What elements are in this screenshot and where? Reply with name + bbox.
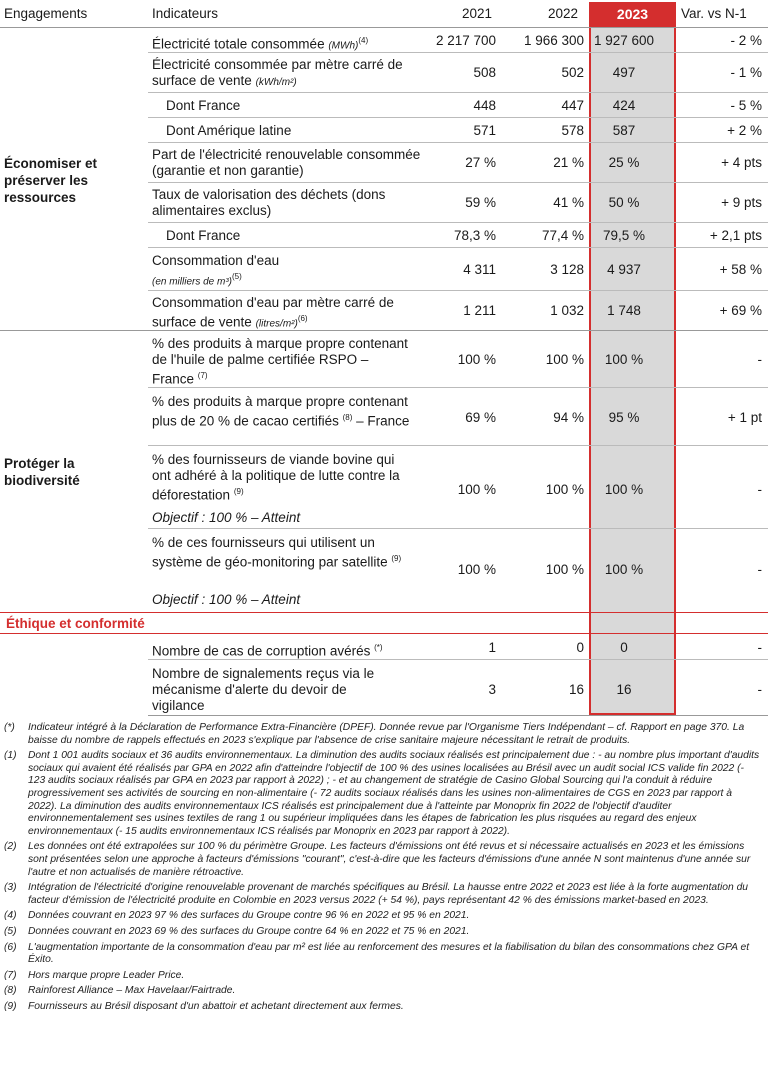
footnote-text: Dont 1 001 audits sociaux et 36 audits environnementaux. La diminution des audits sociaux réalisés est principalement due : - au nombre plus important d'audits sociaux qui avaient été réalisés par GPA en 2022 afin d'atteindre l'objectif de 100 % des usines localisées au Brésil avec un audit social ICS valide fin 2022 (- 123 audits sociaux réalisés par GPA en 2023 par rapport à 2022) ; - et au changement de stratégie de Casino Global Sourcing qui l'a conduit à réduire progressivement ses activités de sourcing en non-alimentaire (- 72 audits sociaux réalisés dans les usines non-alimentaires de CGS en 2023 par rapport à 2022). La diminution des audits environnementaux ICS réalisés est principalement due à l'atteinte par Monoprix fin 2022 de l'objectif d'auditer environnementalement ses usines textiles de rang 1 ou supérieur impliquées dans les étapes de fabrication les plus risquées au regard des enjeux environnementaux (- 15 audits environnementaux ICS réalisés par Monoprix en 2023 par rapport à 2022).	[28, 750, 760, 837]
footnote-mark: (*)	[4, 722, 15, 733]
value-2023: 100 %	[604, 562, 644, 577]
value-2021: 27 %	[465, 155, 496, 170]
header-2022: 2022	[548, 6, 579, 21]
header-2021: 2021	[462, 6, 493, 21]
footnote	[4, 985, 764, 998]
table-row	[148, 660, 768, 716]
indicator-label: Électricité totale consommée	[152, 36, 325, 52]
indicator-label: Nombre de signalements reçus via le mécanisme d'alerte du devoir de vigilance	[152, 666, 375, 713]
value-2023: 25 %	[608, 155, 640, 170]
value-var: -	[757, 482, 762, 497]
table-row	[148, 248, 768, 291]
table-row	[148, 388, 768, 446]
unit-label: (litres/m²)	[255, 318, 298, 330]
footnote-mark: (8)	[4, 985, 17, 997]
indicator-label: Dont Amérique latine	[166, 123, 292, 138]
indicator-label: % des produits à marque propre contenant de l'huile de palme certifiée RSPO – France	[152, 336, 408, 387]
value-2021: 78,3 %	[453, 228, 496, 243]
value-2022: 447	[561, 98, 584, 113]
value-2022: 1 032	[550, 303, 584, 318]
value-2023: 424	[612, 98, 636, 113]
value-var: -	[757, 640, 762, 655]
value-2023: 587	[612, 123, 636, 138]
table-row	[148, 291, 768, 330]
section-ethique	[0, 612, 768, 634]
footnote-mark: (2)	[4, 841, 17, 853]
table-row	[148, 223, 768, 248]
footnote	[4, 841, 764, 879]
value-2022: 100 %	[545, 482, 584, 497]
indicator-label: Consommation d'eau	[152, 253, 280, 268]
section-economiser: Économiser et préserver les ressources	[4, 156, 98, 205]
value-var: + 2 %	[727, 123, 762, 138]
value-2021: 69 %	[465, 410, 496, 425]
section-ethique-label: Éthique et conformité	[6, 616, 145, 631]
footnote	[4, 882, 764, 907]
table-row	[148, 446, 768, 529]
value-2021: 1	[488, 640, 496, 655]
header-indicateurs: Indicateurs	[152, 6, 219, 21]
value-2021: 100 %	[457, 352, 496, 367]
footnote-text: Fournisseurs au Brésil disposant d'un abattoir et achetant directement aux fermes.	[28, 1000, 404, 1012]
value-2021: 2 217 700	[435, 33, 496, 48]
footnote-mark: (1)	[4, 750, 17, 762]
value-2023: 4 937	[607, 262, 641, 277]
header-var: Var. vs N-1	[681, 6, 747, 21]
table-row	[148, 331, 768, 388]
value-var: + 58 %	[719, 262, 762, 277]
value-var: - 5 %	[730, 98, 762, 113]
value-2022: 502	[561, 65, 584, 80]
footnote	[4, 942, 764, 967]
footnote-ref: (6)	[297, 314, 308, 323]
value-2023: 79,5 %	[602, 228, 646, 243]
table-row	[148, 143, 768, 183]
value-2022: 578	[561, 123, 584, 138]
indicator-label: Dont France	[166, 98, 241, 113]
footnote-ref: (9)	[233, 487, 244, 496]
value-2023: 497	[612, 65, 636, 80]
footnote	[4, 926, 764, 939]
table-row	[148, 53, 768, 93]
header-2023: 2023	[589, 2, 676, 27]
table-row	[148, 634, 768, 660]
value-2023: 95 %	[608, 410, 640, 425]
value-2021: 1 211	[463, 303, 496, 318]
indicator-label: Dont France	[166, 228, 241, 243]
value-2023: 100 %	[604, 352, 644, 367]
header-engagements: Engagements	[4, 6, 88, 21]
footnote-text: Données couvrant en 2023 69 % des surfaces du Groupe contre 64 % en 2022 et 75 % en 2021.	[28, 925, 470, 937]
unit-label: (en milliers de m³)	[152, 276, 233, 288]
footnote-ref: (8)	[342, 413, 353, 422]
value-2023: 1 927 600	[593, 33, 655, 48]
footnote	[4, 970, 764, 983]
objectif-label: Objectif : 100 % – Atteint	[152, 510, 301, 525]
footnote-mark: (3)	[4, 882, 17, 894]
indicator-label: % des produits à marque propre contenant plus de 20 % de cacao certifiés	[152, 394, 408, 429]
footnote	[4, 910, 764, 923]
footnote-mark: (9)	[4, 1000, 17, 1012]
footnote-ref: (*)	[374, 643, 383, 652]
value-2022: 41 %	[553, 195, 584, 210]
value-2021: 508	[473, 65, 496, 80]
value-2022: 77,4 %	[541, 228, 584, 243]
indicator-label: Électricité consommée par mètre carré de surface de vente	[152, 57, 403, 88]
value-2023: 50 %	[608, 195, 640, 210]
table-row	[148, 93, 768, 118]
objectif-label: Objectif : 100 % – Atteint	[152, 592, 301, 607]
table-row	[148, 183, 768, 223]
footnote-text: Les données ont été extrapolées sur 100 % du périmètre Groupe. Les facteurs d'émissions ont été revus et si nécessaire actualisés en 2023 et les émissions sont présentées selon une approche à facteurs d'émissions "courant", c'est-à-dire que les facteurs d'émissions d'une année N sont maintenus d'une année sur l'autre et non actualisés de manière rétroactive.	[28, 841, 751, 878]
value-2021: 100 %	[457, 482, 496, 497]
footnote-mark: (6)	[4, 941, 17, 953]
footnote-mark: (5)	[4, 925, 17, 937]
indicator-label: Part de l'électricité renouvelable consommée (garantie et non garantie)	[152, 147, 421, 178]
footnote-ref: (4)	[358, 36, 369, 45]
indicator-label: % de ces fournisseurs qui utilisent un système de géo-monitoring par satellite	[152, 535, 388, 570]
table-row	[148, 118, 768, 143]
footnote	[4, 750, 764, 838]
footnote-ref: (7)	[197, 371, 208, 380]
footnote-mark: (7)	[4, 969, 17, 981]
value-var: -	[757, 682, 762, 697]
value-2021: 448	[473, 98, 496, 113]
footnote-text: Rainforest Alliance – Max Havelaar/Fairtrade.	[28, 985, 236, 997]
value-2022: 100 %	[545, 562, 584, 577]
value-2022: 94 %	[553, 410, 584, 425]
footnote-mark: (4)	[4, 910, 17, 922]
footnote-text: Intégration de l'électricité d'origine renouvelable provenant de marchés spécifiques au Brésil. La hausse entre 2022 et 2023 est liée à la forte augmentation du facteur d'émission de l'électricité produite en Colombie en 2023 versus 2022 (+ 54 %), pays représentant 42 % des émissions market-based en 2023.	[28, 882, 749, 906]
footnotes	[4, 722, 764, 1016]
unit-label: (MWh)	[328, 40, 359, 52]
footnote-ref: (5)	[232, 272, 242, 281]
indicator-label: Taux de valorisation des déchets (dons alimentaires exclus)	[152, 187, 386, 218]
indicator-suffix: – France	[352, 413, 410, 429]
value-var: - 2 %	[730, 33, 762, 48]
value-var: + 2,1 pts	[709, 228, 762, 243]
value-2021: 3	[488, 682, 496, 697]
value-2022: 0	[576, 640, 584, 655]
value-var: -	[757, 352, 762, 367]
value-var: + 69 %	[719, 303, 762, 318]
indicator-label: Consommation d'eau par mètre carré de surface de vente	[152, 295, 394, 330]
value-2023: 100 %	[604, 482, 644, 497]
value-2022: 3 128	[550, 262, 584, 277]
value-2022: 100 %	[545, 352, 584, 367]
footnote-text: L'augmentation importante de la consommation d'eau par m² est liée au renforcement des mesures et la fiabilisation du bilan des consommations chez GPA et Éxito.	[28, 941, 750, 966]
footnote-ref: (9)	[391, 554, 402, 563]
value-2023: 0	[620, 640, 628, 655]
footnote-text: Hors marque propre Leader Price.	[28, 969, 185, 981]
footnote-text: Données couvrant en 2023 97 % des surfaces du Groupe contre 96 % en 2022 et 95 % en 2021.	[28, 910, 470, 922]
section-biodiversite: Protéger la biodiversité	[4, 456, 80, 488]
indicator-label: Nombre de cas de corruption avérés	[152, 643, 371, 659]
value-2021: 571	[473, 123, 496, 138]
value-2021: 59 %	[465, 195, 496, 210]
unit-label: (kWh/m²)	[255, 77, 297, 88]
value-var: + 1 pt	[727, 410, 762, 425]
footnote	[4, 722, 764, 747]
value-2022: 1 966 300	[523, 33, 584, 48]
value-var: -	[757, 562, 762, 577]
table-row	[148, 529, 768, 612]
value-2021: 100 %	[457, 562, 496, 577]
value-2022: 16	[568, 682, 584, 697]
value-2022: 21 %	[553, 155, 584, 170]
value-2023: 16	[616, 682, 632, 697]
value-var: + 4 pts	[721, 155, 762, 170]
footnote	[4, 1001, 764, 1014]
value-var: - 1 %	[730, 65, 762, 80]
footnote-text: Indicateur intégré à la Déclaration de Performance Extra-Financière (DPEF). Donnée revue par l'Organisme Tiers Indépendant – cf. Rapport en page 370. La baisse du nombre de rappels effectués en 2023 s'explique par l'absence de crise sanitaire majeure nécessitant le retrait de produits.	[28, 722, 745, 746]
indicator-label: % des fournisseurs de viande bovine qui ont adhéré à la politique de lutte contre la déforestation	[152, 452, 400, 503]
value-var: + 9 pts	[721, 195, 762, 210]
table-row	[148, 28, 768, 53]
value-2023: 1 748	[607, 303, 641, 318]
value-2021: 4 311	[463, 262, 496, 277]
